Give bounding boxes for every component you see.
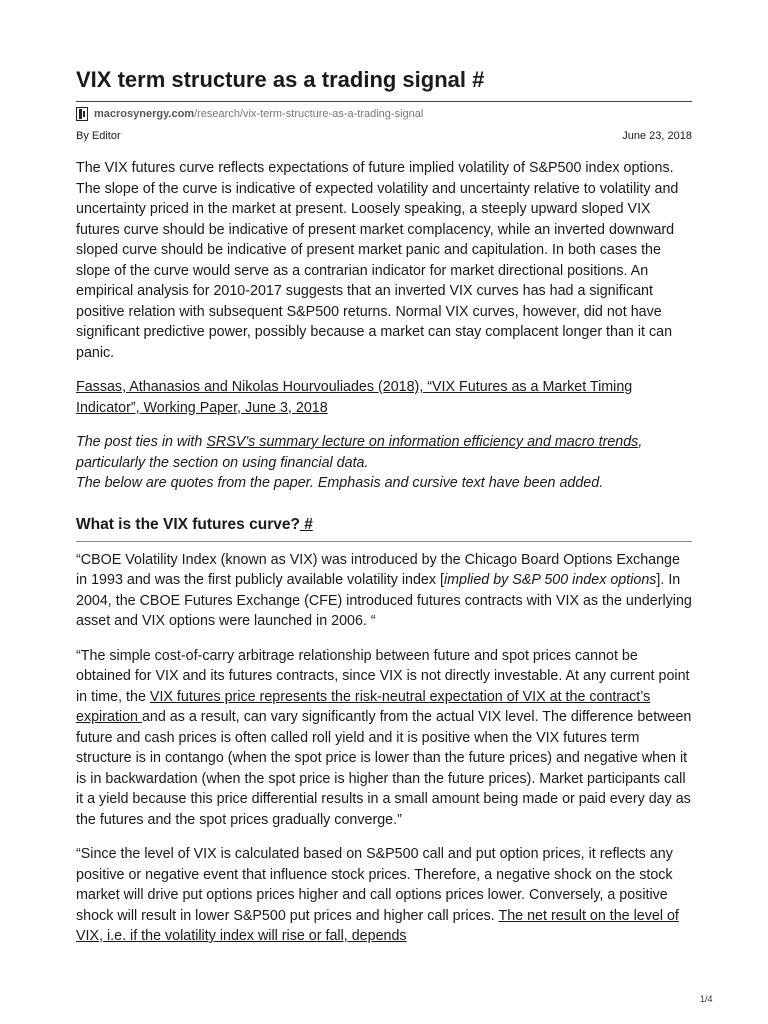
note-line2: The below are quotes from the paper. Emphasis and cursive text have been added. [76,475,604,491]
page-number: 1/4 [700,994,713,1004]
site-logo-icon [76,107,88,121]
publish-date: June 23, 2018 [622,130,692,142]
quote2-text-a: “The simple cost-of-carry arbitrage relationship between future and spot prices cannot be obtained for VIX and its futures contracts, since VIX is not directly investable. At any current point in time, the [76,647,690,705]
quote1-text-a: “CBOE Volatility Index (known as VIX) was introduced by the Chicago Board Options Exchange in 1993 and was the first publicly available volatility index [ [76,551,680,588]
quote1-emphasis: implied by S&P 500 index options [443,572,657,588]
byline [76,130,692,142]
quote1-text-b: ]. In 2004, the CBOE Futures Exchange (CFE) introduced futures contracts with VIX as the underlying asset and VIX options were launched in 2006. “ [76,572,692,629]
quote-paragraph-1 [76,550,692,632]
note-prefix: The post ties in with [76,434,207,450]
section-divider [76,541,692,542]
quote-paragraph-2 [76,646,692,831]
title-divider [76,101,692,102]
source-path: /research/vix-term-structure-as-a-trading-signal [194,108,424,120]
quote2-underline: VIX futures price represents the risk-neutral expectation of VIX at the contract’s expiration [76,688,651,725]
page-title: VIX term structure as a trading signal # [76,67,485,92]
quote2-text-b: and as a result, can vary significantly from the actual VIX level. The difference between future and cash prices is often called roll yield and it is positive when the VIX futures term structure is in contango (when the spot price is lower than the future prices) and negative when it is in backwardation (when the spot price is higher than the future prices). Market participants call it a yield because this price differential results in a small amount being made or paid every day as the futures and the spot prices gradually converge.” [76,709,692,828]
source-url[interactable] [76,106,423,122]
section-anchor-link[interactable]: # [299,515,313,533]
citation-link[interactable]: Fassas, Athanasios and Nikolas Hourvouliades (2018), “VIX Futures as a Market Timing Indicator”, Working Paper, June 3, 2018 [76,379,633,416]
source-domain: macrosynergy.com [94,108,195,120]
author: By Editor [76,130,121,142]
article-body [76,158,692,961]
quote3-underline: The net result on the level of VIX, i.e. if the volatility index will rise or fall, depends [76,907,679,944]
citation-paragraph [76,377,692,418]
srsv-lecture-link[interactable]: SRSV’s summary lecture on information efficiency and macro trends [206,434,639,450]
quote-paragraph-3 [76,844,692,947]
section-heading [76,508,692,536]
note-suffix: , particularly the section on using financial data. [76,434,643,471]
quote3-text-a: “Since the level of VIX is calculated based on S&P500 call and put option prices, it reflects any positive or negative event that influence stock prices. Therefore, a negative shock on the stock market will drive put options prices higher and call options prices lower. Conversely, a positive shock will result in lower S&P500 put prices and higher call prices. [76,846,673,924]
intro-paragraph: The VIX futures curve reflects expectations of future implied volatility of S&P500 index options. The slope of the curve is indicative of expected volatility and uncertainty relative to volatility and uncertainty priced in the market at present. Loosely speaking, a steeply upward sloped VIX futures curve should be indicative of present market complacency, while an inverted downward sloped curve should be indicative of present market panic and capitulation. In both cases the slope of the curve would serve as a contrarian indicator for market directional positions. An empirical analysis for 2010-2017 suggests that an inverted VIX curves has had a significant positive relation with subsequent S&P500 returns. Normal VIX curves, however, did not have significant predictive power, possibly because a market can stay complacent longer than it can panic. [76,160,679,361]
section-heading-text: What is the VIX futures curve? [76,515,300,533]
note-paragraph [76,432,692,494]
